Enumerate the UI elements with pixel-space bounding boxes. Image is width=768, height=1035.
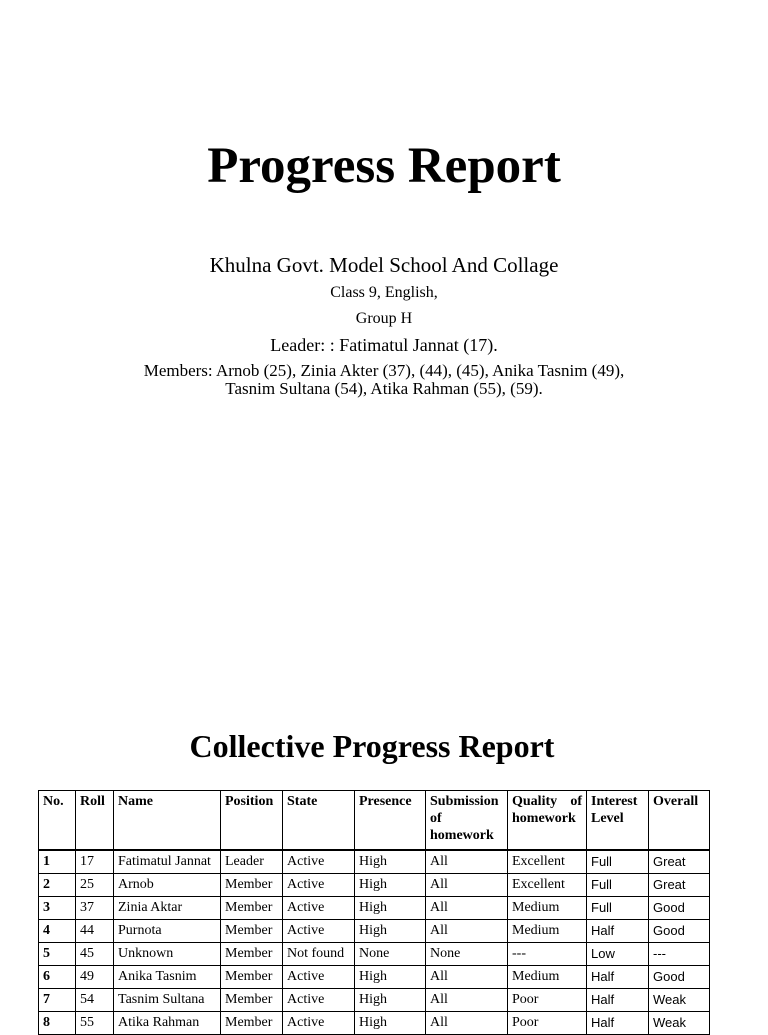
cell-state: Active <box>283 1012 355 1035</box>
cell-roll: 44 <box>76 920 114 943</box>
cell-state: Active <box>283 920 355 943</box>
cell-presence: None <box>355 943 426 966</box>
cell-state: Not found <box>283 943 355 966</box>
cell-submission: All <box>426 874 508 897</box>
cell-quality: Excellent <box>508 874 587 897</box>
cell-overall: Weak <box>649 989 710 1012</box>
school-name: Khulna Govt. Model School And Collage <box>209 253 559 277</box>
table-row <box>39 1012 710 1035</box>
cell-roll: 55 <box>76 1012 114 1035</box>
cell-interest: Half <box>587 1012 649 1035</box>
cell-submission: All <box>426 966 508 989</box>
cell-no: 8 <box>39 1012 76 1035</box>
cell-presence: High <box>355 874 426 897</box>
column-header-presence: Presence <box>355 791 426 851</box>
column-header-overall: Overall <box>649 791 710 851</box>
cell-submission: All <box>426 989 508 1012</box>
cell-position: Member <box>221 920 283 943</box>
column-header-position: Position <box>221 791 283 851</box>
cell-submission: All <box>426 897 508 920</box>
cell-interest: Full <box>587 850 649 874</box>
members-block <box>0 362 768 398</box>
group-line: Group H <box>355 310 413 327</box>
cell-name: Anika Tasnim <box>114 966 221 989</box>
column-header-roll: Roll <box>76 791 114 851</box>
cell-roll: 49 <box>76 966 114 989</box>
column-header-interest: Interest Level <box>587 791 649 851</box>
cell-position: Member <box>221 966 283 989</box>
table-row <box>39 850 710 874</box>
cell-interest: Half <box>587 920 649 943</box>
class-line: Class 9, English, <box>330 284 438 301</box>
cell-roll: 25 <box>76 874 114 897</box>
cell-name: Arnob <box>114 874 221 897</box>
column-header-quality: Quality of homework <box>508 791 587 851</box>
cell-state: Active <box>283 850 355 874</box>
section-title: Collective Progress Report <box>189 728 555 764</box>
cell-interest: Full <box>587 897 649 920</box>
cell-presence: High <box>355 850 426 874</box>
page-title: Progress Report <box>207 138 561 194</box>
cell-overall: Good <box>649 920 710 943</box>
column-header-name: Name <box>114 791 221 851</box>
cell-overall: Great <box>649 850 710 874</box>
cell-interest: Half <box>587 966 649 989</box>
cell-presence: High <box>355 920 426 943</box>
table-row <box>39 897 710 920</box>
cell-position: Member <box>221 989 283 1012</box>
cell-position: Leader <box>221 850 283 874</box>
cell-submission: All <box>426 850 508 874</box>
cell-presence: High <box>355 1012 426 1035</box>
cell-interest: Full <box>587 874 649 897</box>
members-line: Members: Arnob (25), Zinia Akter (37), (44), (45), Anika Tasnim (49), <box>143 361 625 380</box>
cell-roll: 54 <box>76 989 114 1012</box>
cell-no: 6 <box>39 966 76 989</box>
members-line: Tasnim Sultana (54), Atika Rahman (55), (59). <box>225 379 543 398</box>
cell-interest: Half <box>587 989 649 1012</box>
cell-state: Active <box>283 989 355 1012</box>
table-row <box>39 874 710 897</box>
cell-name: Atika Rahman <box>114 1012 221 1035</box>
cell-submission: All <box>426 920 508 943</box>
cell-presence: High <box>355 989 426 1012</box>
cell-quality: --- <box>508 943 587 966</box>
cell-name: Zinia Aktar <box>114 897 221 920</box>
cell-overall: Great <box>649 874 710 897</box>
table-row <box>39 989 710 1012</box>
cell-name: Purnota <box>114 920 221 943</box>
cell-position: Member <box>221 1012 283 1035</box>
cell-no: 4 <box>39 920 76 943</box>
cell-state: Active <box>283 874 355 897</box>
cell-submission: All <box>426 1012 508 1035</box>
cell-quality: Poor <box>508 1012 587 1035</box>
cell-state: Active <box>283 897 355 920</box>
cell-overall: Weak <box>649 1012 710 1035</box>
progress-table <box>38 790 710 1035</box>
cell-quality: Medium <box>508 966 587 989</box>
table-row <box>39 966 710 989</box>
cell-presence: High <box>355 897 426 920</box>
table-row <box>39 943 710 966</box>
cell-overall: --- <box>649 943 710 966</box>
cell-no: 3 <box>39 897 76 920</box>
cell-no: 2 <box>39 874 76 897</box>
column-header-no: No. <box>39 791 76 851</box>
cell-position: Member <box>221 897 283 920</box>
table-row <box>39 920 710 943</box>
cell-no: 1 <box>39 850 76 874</box>
cell-quality: Excellent <box>508 850 587 874</box>
cell-quality: Medium <box>508 920 587 943</box>
cell-roll: 37 <box>76 897 114 920</box>
cell-overall: Good <box>649 897 710 920</box>
cell-state: Active <box>283 966 355 989</box>
cell-overall: Good <box>649 966 710 989</box>
cell-roll: 17 <box>76 850 114 874</box>
cell-position: Member <box>221 874 283 897</box>
cell-name: Fatimatul Jannat <box>114 850 221 874</box>
cell-submission: None <box>426 943 508 966</box>
cell-name: Tasnim Sultana <box>114 989 221 1012</box>
cell-name: Unknown <box>114 943 221 966</box>
cell-no: 5 <box>39 943 76 966</box>
cell-presence: High <box>355 966 426 989</box>
cell-no: 7 <box>39 989 76 1012</box>
cell-quality: Medium <box>508 897 587 920</box>
leader-line: Leader: : Fatimatul Jannat (17). <box>270 335 498 355</box>
cell-roll: 45 <box>76 943 114 966</box>
column-header-state: State <box>283 791 355 851</box>
column-header-submission: Submission of homework <box>426 791 508 851</box>
cell-position: Member <box>221 943 283 966</box>
cell-interest: Low <box>587 943 649 966</box>
cell-quality: Poor <box>508 989 587 1012</box>
table-header-row <box>39 791 710 851</box>
